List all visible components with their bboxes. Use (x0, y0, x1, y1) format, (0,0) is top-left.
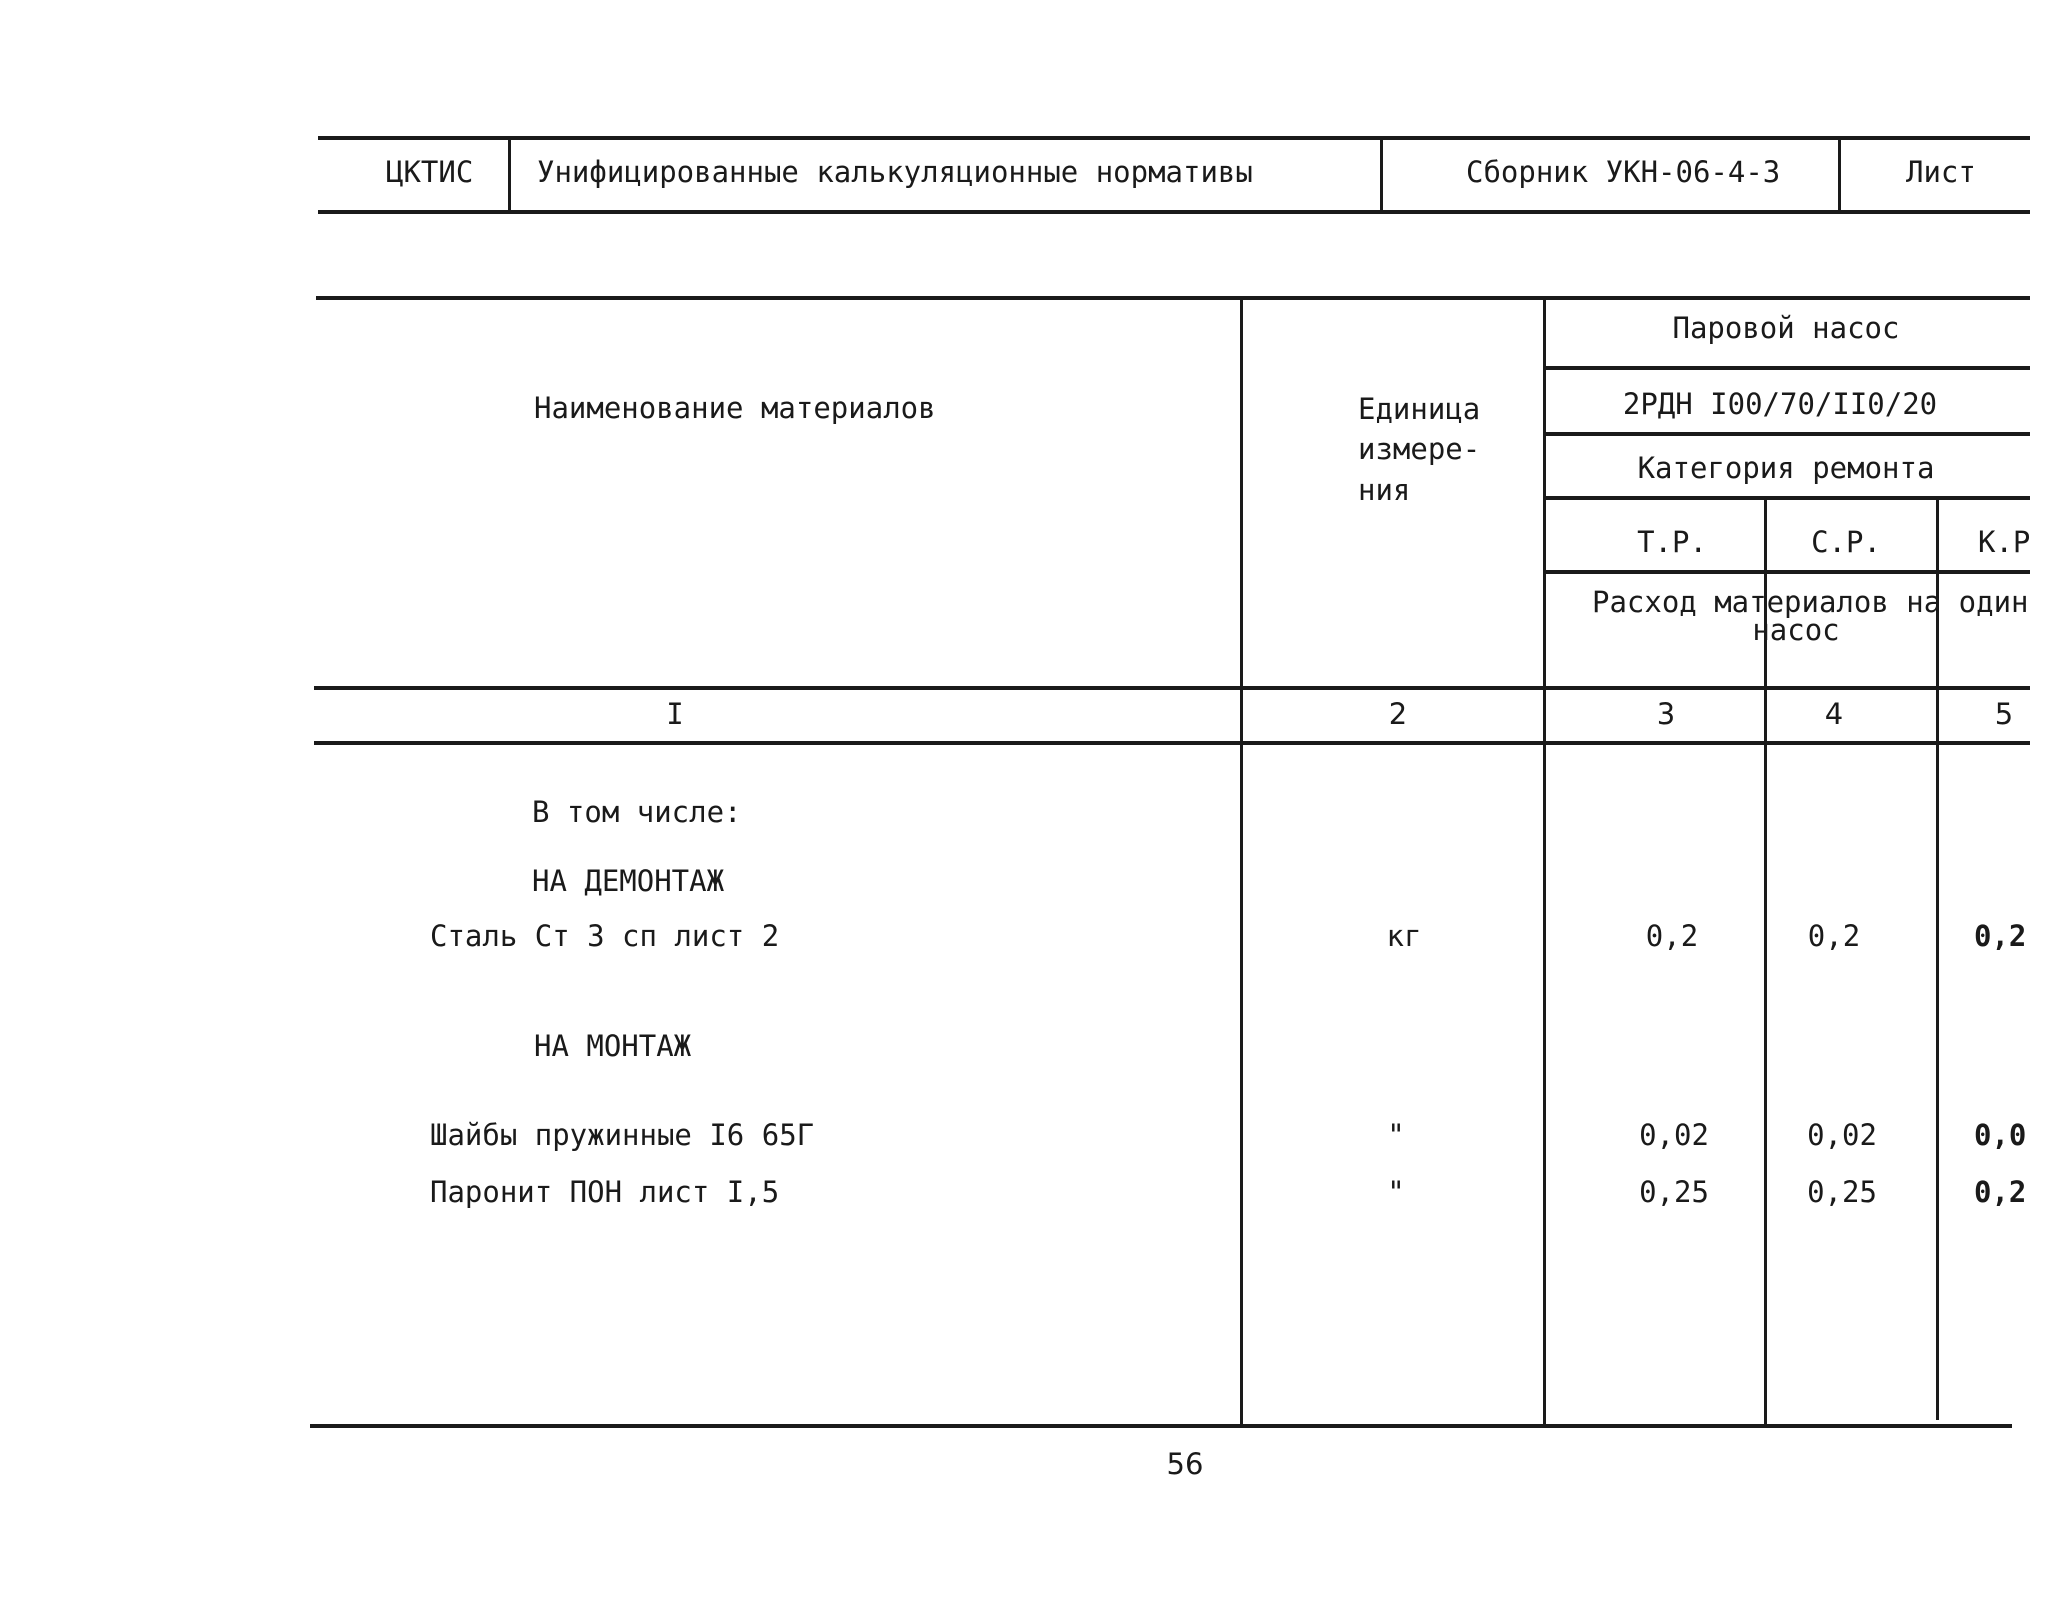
header-title: Унифицированные калькуляционные нормативы (537, 155, 1253, 189)
header-divider-1 (508, 138, 511, 212)
section-intro: В том числе: (532, 795, 742, 829)
header-sheet-label: Лист (1906, 155, 1976, 189)
col-divider-4-5 (1936, 498, 1939, 1420)
table-bottom-rule (310, 1424, 2012, 1428)
column-number-4: 4 (1824, 697, 1844, 731)
material-sr: 0,02 (1807, 1118, 1877, 1152)
material-name: Сталь Ст 3 сп лист 2 (430, 919, 780, 953)
group-header-rule-2 (1544, 432, 2030, 436)
col2-header-line-3: ния (1358, 473, 1411, 507)
group-header: Паровой насос (1672, 311, 1900, 345)
material-kr: 0,2 (1974, 919, 2027, 953)
material-tr: 0,25 (1639, 1175, 1709, 1209)
header-collection: Сборник УКН-06-4-3 (1466, 155, 1781, 189)
group-header-rule-1 (1544, 366, 2030, 370)
column-number-1: I (666, 697, 684, 731)
material-name: Шайбы пружинные I6 65Г (430, 1118, 815, 1152)
col-divider-1-2 (1240, 298, 1243, 1426)
header-divider-3 (1838, 138, 1841, 212)
material-name: Паронит ПОН лист I,5 (430, 1175, 780, 1209)
material-unit: кг (1386, 919, 1422, 953)
col2-header-line-1: Единица (1358, 392, 1481, 426)
header-org: ЦКТИС (386, 155, 474, 189)
col2-header-line-2: измере- (1358, 432, 1481, 466)
column-number-3: 3 (1656, 697, 1676, 731)
material-tr: 0,02 (1639, 1118, 1709, 1152)
column-number-2: 2 (1388, 697, 1408, 731)
column-number-5: 5 (1994, 697, 2014, 731)
col-divider-2-3 (1543, 298, 1546, 1426)
table-header-bottom-rule (314, 686, 2030, 690)
page-number: 56 (1166, 1447, 1204, 1481)
section-title-mounting: НА МОНТАЖ (534, 1029, 692, 1063)
header-top-rule (318, 136, 2030, 140)
section-title-dismantling: НА ДЕМОНТАЖ (532, 864, 725, 898)
header-divider-2 (1380, 138, 1383, 214)
repair-category-header: Категория ремонта (1637, 451, 1935, 485)
material-sr: 0,2 (1807, 919, 1861, 953)
group-header-rule-4 (1544, 570, 2030, 574)
material-kr: 0,0 (1974, 1118, 2027, 1152)
column-numbers-bottom-rule (314, 741, 2030, 745)
repair-type-kr: К.Р (1978, 525, 2031, 559)
group-header-rule-3 (1544, 496, 2030, 500)
material-tr: 0,2 (1645, 919, 1699, 953)
consumption-header-line-1: Расход материалов на один (1592, 585, 2029, 619)
material-unit: " (1387, 1175, 1405, 1209)
consumption-header-line-2: насос (1752, 613, 1840, 647)
material-sr: 0,25 (1807, 1175, 1877, 1209)
repair-type-tr: Т.Р. (1637, 525, 1707, 559)
model-name: 2РДН I00/70/II0/20 (1622, 387, 1938, 421)
material-kr: 0,2 (1974, 1175, 2027, 1209)
col1-header: Наименование материалов (534, 391, 936, 425)
material-unit: " (1387, 1118, 1405, 1152)
header-bottom-rule (318, 210, 2030, 214)
repair-type-sr: С.Р. (1811, 525, 1881, 559)
table-top-rule (316, 296, 2030, 300)
